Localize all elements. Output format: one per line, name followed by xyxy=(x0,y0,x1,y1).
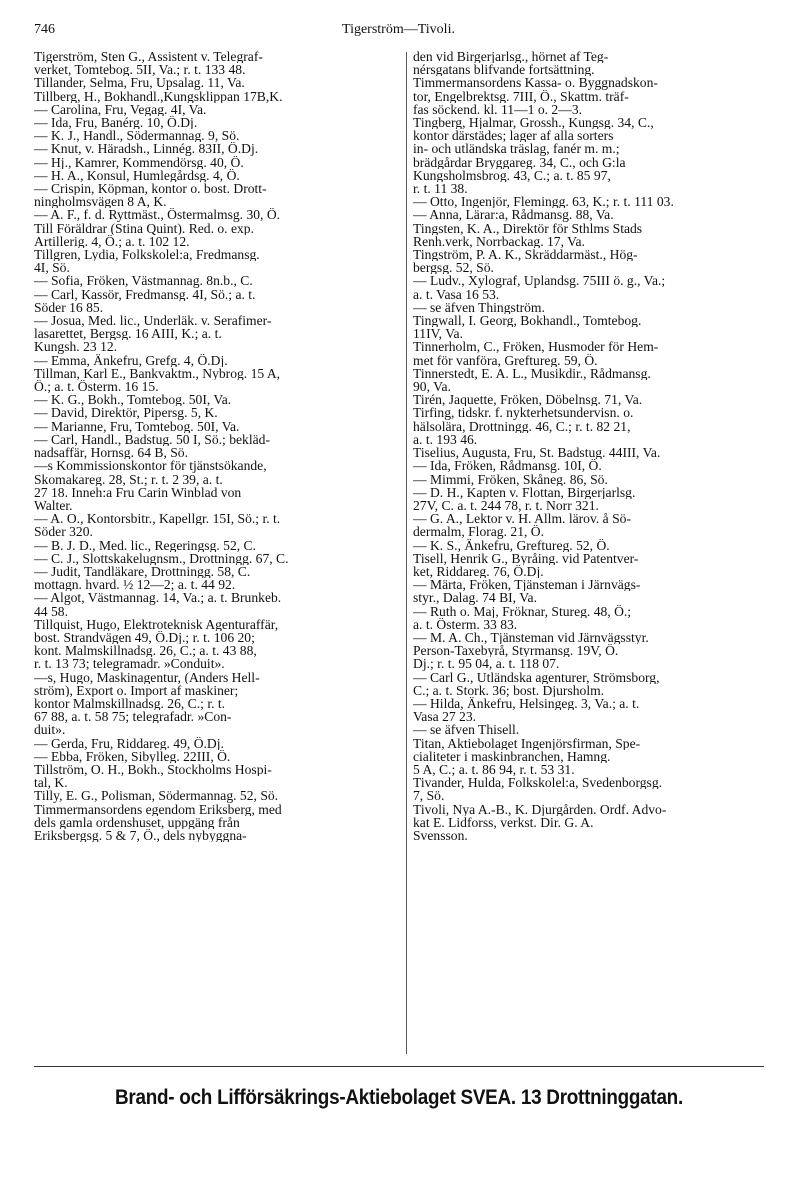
directory-line: 27V, C. a. t. 244 78, r. t. Norr 321. xyxy=(413,498,599,513)
directory-line: — Algot, Västmannag. 14, Va.; a. t. Brunkeb. xyxy=(34,591,282,605)
directory-line: Tillman, Karl E., Bankvaktm., Nybrog. 15 A, xyxy=(34,366,281,381)
directory-line: Tirén, Jaquette, Fröken, Döbelnsg. 71, Va. xyxy=(413,393,643,407)
directory-line: — Carl, Handl., Badstug. 50 I, Sö.; bekläd- xyxy=(34,432,270,447)
left-column xyxy=(34,50,406,842)
directory-line: kat E. Lidforss, verkst. Dir. G. A. xyxy=(413,815,594,829)
directory-line: —s, Hugo, Maskinagentur, (Anders Hell- xyxy=(34,670,260,684)
directory-line: C.; a. t. Stork. 36; bost. Djursholm. xyxy=(413,683,605,697)
directory-line: kont. Malmskillnadsg. 26, C.; a. t. 43 88, xyxy=(34,644,257,658)
directory-line: — A. O., Kontorsbitr., Kapellgr. 15I, Sö.; r. t. xyxy=(34,512,281,526)
directory-line: — H. A., Konsul, Humlegårdsg. 4, Ö. xyxy=(34,168,240,183)
directory-line: Tillquist, Hugo, Elektroteknisk Agenturaffär, xyxy=(34,617,279,631)
directory-line: —s Kommissionskontor för tjänstsökande, xyxy=(34,459,267,473)
directory-line: — B. J. D., Med. lic., Regeringsg. 52, C. xyxy=(34,538,257,552)
directory-line: duit». xyxy=(34,723,66,737)
footer-rule xyxy=(34,1066,764,1067)
directory-line: Ö.; a. t. Österm. 16 15. xyxy=(34,380,159,394)
column-divider xyxy=(406,52,407,1054)
directory-line: Tillberg, H., Bokhandl.,Kungsklippan 17B,K. xyxy=(34,89,283,103)
directory-line: Timmermansordens egendom Eriksberg, med xyxy=(34,802,282,816)
directory-line: — G. A., Lektor v. H. Allm. lärov. å Sö- xyxy=(413,512,631,526)
directory-line: Renh.verk, Norrbackag. 17, Va. xyxy=(413,234,585,249)
directory-line: den vid Birgerjarlsg., hörnet af Teg- xyxy=(413,50,609,64)
directory-line: — Carl, Kassör, Fredmansg. 4I, Sö.; a. t. xyxy=(34,287,256,301)
directory-line: — se äfven Thingström. xyxy=(413,300,545,315)
directory-line: in- och utländska träslag, fanér m. m.; xyxy=(413,142,620,156)
directory-line: 5 A, C.; a. t. 86 94, r. t. 53 31. xyxy=(413,762,575,777)
directory-line: cialiteter i maskinbranchen, Hamng. xyxy=(413,749,611,763)
directory-line: — Märta, Fröken, Tjänsteman i Järnvägs- xyxy=(413,578,641,592)
directory-line: r. t. 13 73; telegramadr. »Conduit». xyxy=(34,657,225,671)
directory-line: Kungsholmsbrog. 43, C.; a. t. 85 97, xyxy=(413,168,611,183)
directory-line: 44 58. xyxy=(34,604,68,618)
directory-line: Walter. xyxy=(34,498,73,513)
directory-line: Eriksbergsg. 5 & 7, Ö., dels nybyggna- xyxy=(34,828,247,843)
directory-line: — Carl G., Utländska agenturer, Strömsborg, xyxy=(413,670,660,684)
directory-line: 11IV, Va. xyxy=(413,327,463,341)
directory-line: — Hilda, Änkefru, Helsingeg. 3, Va.; a. t. xyxy=(413,696,640,711)
directory-line: Vasa 27 23. xyxy=(413,710,477,724)
directory-line: — Ebba, Fröken, Sibylleg. 22III, Ö. xyxy=(34,749,231,763)
directory-line: tor, Engelbrektsg. 7III, Ö., Skattm. träf- xyxy=(413,89,629,103)
directory-line: Tingberg, Hjalmar, Grossh., Kungsg. 34, C., xyxy=(413,116,654,130)
directory-line: Tilly, E. G., Polisman, Södermannag. 52, Sö. xyxy=(34,789,279,803)
directory-line: Tingsten, K. A., Direktör för Sthlms Stads xyxy=(413,221,643,235)
directory-line: — Gerda, Fru, Riddareg. 49, Ö.Dj. xyxy=(34,736,224,750)
directory-line: Svensson. xyxy=(413,828,468,843)
directory-line: nérsgatans blifvande fortsättning. xyxy=(413,63,595,77)
directory-line: — Anna, Lärar:a, Rådmansg. 88, Va. xyxy=(413,208,614,222)
directory-line: — Sofia, Fröken, Västmannag. 8n.b., C. xyxy=(34,274,253,288)
directory-line: 27 18. Inneh:a Fru Carin Winblad von xyxy=(34,485,242,499)
directory-line: mottagn. hvard. ½ 12—2; a. t. 44 92. xyxy=(34,578,236,592)
directory-line: Tillander, Selma, Fru, Upsalag. 11, Va. xyxy=(34,76,245,90)
directory-line: ningholmsvägen 8 A, K. xyxy=(34,195,167,209)
directory-line: — Carolina, Fru, Vegag. 4I, Va. xyxy=(34,102,207,117)
directory-line: Söder 16 85. xyxy=(34,300,104,315)
directory-line: 67 88, a. t. 58 75; telegrafadr. »Con- xyxy=(34,710,232,724)
directory-line: Tinnerholm, C., Fröken, Husmoder för Hem- xyxy=(413,340,659,354)
directory-line: Dj.; r. t. 95 04, a. t. 118 07. xyxy=(413,657,560,671)
directory-line: — K. J., Handl., Södermannag. 9, Sö. xyxy=(34,129,240,143)
directory-line: — Marianne, Fru, Tomtebog. 50I, Va. xyxy=(34,419,240,433)
directory-line: r. t. 11 38. xyxy=(413,182,468,196)
directory-line: — Crispin, Köpman, kontor o. bost. Drott- xyxy=(34,182,267,196)
directory-line: Söder 320. xyxy=(34,525,93,539)
directory-line: — Otto, Ingenjör, Flemingg. 63, K.; r. t. 111 03. xyxy=(413,195,674,209)
directory-line: Tirfing, tidskr. f. nykterhetsundervisn. o. xyxy=(413,406,634,420)
directory-line: — A. F., f. d. Ryttmäst., Östermalmsg. 30, Ö. xyxy=(34,208,281,222)
footer-advertisement: Brand- och Lifförsäkrings-Aktiebolaget SVEA. 13 Drottninggatan. xyxy=(115,1086,683,1109)
directory-line: Tigerström, Sten G., Assistent v. Telegraf- xyxy=(34,50,263,64)
directory-line: kontor Malmskillnadsg. 26, C.; r. t. xyxy=(34,696,226,711)
directory-line: — David, Direktör, Pipersg. 5, K. xyxy=(34,406,218,420)
running-head: Tigerström—Tivoli. xyxy=(342,22,455,37)
directory-line: dermalm, Florag. 21, Ö. xyxy=(413,525,545,539)
directory-line: Kungsh. 23 12. xyxy=(34,340,118,354)
directory-line: styr., Dalag. 74 BI, Va. xyxy=(413,591,537,605)
directory-line: Timmermansordens Kassa- o. Byggnadskon- xyxy=(413,76,658,90)
directory-line: Tiselius, Augusta, Fru, St. Badstug. 44III, Va. xyxy=(413,446,661,460)
directory-line: lasarettet, Bergsg. 16 AIII, K.; a. t. xyxy=(34,327,222,341)
directory-line: — C. J., Slottskakelugnsm., Drottningg. 67, C. xyxy=(34,551,289,565)
directory-line: — D. H., Kapten v. Flottan, Birgerjarlsg. xyxy=(413,485,636,499)
directory-line: dels gamla ordenshuset, uppgäng från xyxy=(34,815,240,829)
directory-line: — Ruth o. Maj, Fröknar, Stureg. 48, Ö.; xyxy=(413,604,632,618)
directory-line: nadsaffär, Hornsg. 64 B, Sö. xyxy=(34,446,189,460)
directory-line: — M. A. Ch., Tjänsteman vid Järnvägsstyr. xyxy=(413,630,649,645)
directory-line: — Josua, Med. lic., Underläk. v. Serafimer- xyxy=(34,314,272,328)
directory-line: — Emma, Änkefru, Grefg. 4, Ö.Dj. xyxy=(34,353,228,367)
page-number: 746 xyxy=(34,22,55,37)
directory-line: Tillström, O. H., Bokh., Stockholms Hospi- xyxy=(34,762,272,777)
directory-line: Person-Taxebyrå, Styrmansg. 19V, Ö. xyxy=(413,644,619,658)
directory-line: a. t. Österm. 33 83. xyxy=(413,617,518,631)
directory-line: fas söckend. kl. 11—1 o. 2—3. xyxy=(413,102,583,117)
directory-line: a. t. 193 46. xyxy=(413,432,478,447)
directory-line: — Judit, Tandläkare, Drottningg. 58, C. xyxy=(34,564,251,579)
directory-line: tal, K. xyxy=(34,776,68,790)
directory-line: hälsolära, Drottningg. 46, C.; r. t. 82 21, xyxy=(413,419,631,433)
directory-line: — Hj., Kamrer, Kommendörsg. 40, Ö. xyxy=(34,155,244,169)
directory-line: — Ludv., Xylograf, Uplandsg. 75III ö. g., Va.; xyxy=(413,274,666,288)
directory-line: met för vanföra, Greftureg. 59, Ö. xyxy=(413,353,598,367)
directory-line: kontor därstädes; lager af alla sorters xyxy=(413,129,614,143)
directory-line: Tivander, Hulda, Folkskolel:a, Svedenborgsg. xyxy=(413,776,663,790)
directory-line: 7, Sö. xyxy=(413,789,445,803)
directory-line: ket, Riddareg. 76, Ö.Dj. xyxy=(413,564,544,579)
directory-line: ström), Export o. Import af maskiner; xyxy=(34,683,239,697)
directory-line: — Knut, v. Häradsh., Linnég. 83II, Ö.Dj. xyxy=(34,142,259,156)
directory-line: Tisell, Henrik G., Byråing. vid Patentver- xyxy=(413,551,639,565)
directory-line: bost. Strandvägen 49, Ö.Dj.; r. t. 106 20; xyxy=(34,630,255,645)
directory-line: Skomakareg. 28, St.; r. t. 2 39, a. t. xyxy=(34,472,223,486)
directory-line: Tivoli, Nya A.-B., K. Djurgården. Ordf. Advo- xyxy=(413,802,667,816)
directory-line: Tingwall, I. Georg, Bokhandl., Tomtebog. xyxy=(413,314,642,328)
directory-line: — Ida, Fröken, Rådmansg. 10I, Ö. xyxy=(413,459,602,473)
directory-line: — K. S., Änkefru, Greftureg. 52, Ö. xyxy=(413,538,610,552)
directory-line: Titan, Aktiebolaget Ingenjörsfirman, Spe- xyxy=(413,736,641,750)
directory-line: bergsg. 52, Sö. xyxy=(413,261,494,275)
directory-line: verket, Tomtebog. 5II, Va.; r. t. 133 48. xyxy=(34,63,246,77)
directory-line: Tillgren, Lydia, Folkskolel:a, Fredmansg. xyxy=(34,248,260,262)
directory-line: Artillerig. 4, Ö.; a. t. 102 12. xyxy=(34,234,190,249)
directory-line: 4I, Sö. xyxy=(34,261,70,275)
directory-line: Tinnerstedt, E. A. L., Musikdir., Rådmansg. xyxy=(413,366,651,381)
directory-line: — K. G., Bokh., Tomtebog. 50I, Va. xyxy=(34,393,232,407)
directory-line: a. t. Vasa 16 53. xyxy=(413,287,500,301)
directory-line: — Mimmi, Fröken, Skåneg. 86, Sö. xyxy=(413,472,608,486)
directory-line: brädgårdar Bryggareg. 34, C., och G:la xyxy=(413,155,626,169)
directory-line: 90, Va. xyxy=(413,380,451,394)
directory-line: — Ida, Fru, Banérg. 10, Ö.Dj. xyxy=(34,116,198,130)
directory-line: Till Föräldrar (Stina Quint). Red. o. exp. xyxy=(34,221,255,235)
directory-line: Tingström, P. A. K., Skräddarmäst., Hög- xyxy=(413,248,638,262)
right-column xyxy=(413,50,783,842)
directory-line: — se äfven Thisell. xyxy=(413,723,520,737)
